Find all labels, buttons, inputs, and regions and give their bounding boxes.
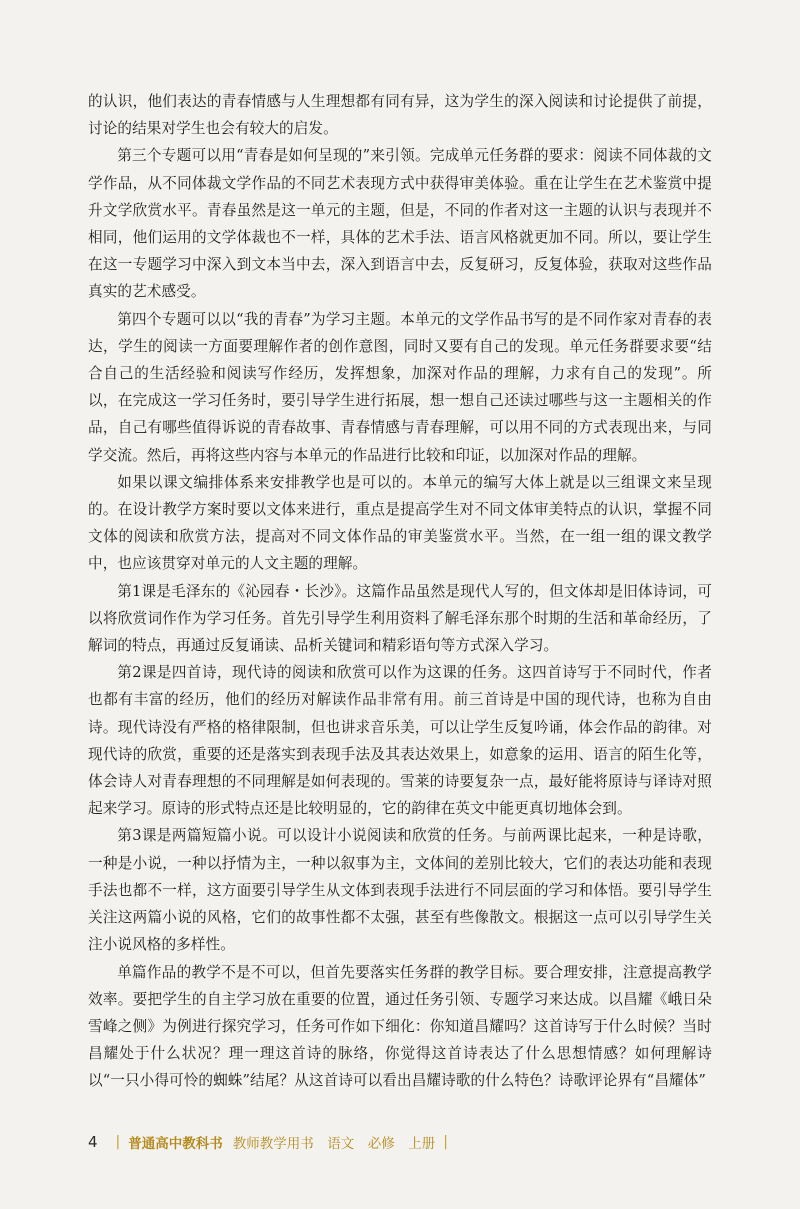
page-number: 4 (88, 1133, 98, 1151)
paragraph-1: 的认识，他们表达的青春情感与人生理想都有同有异，这为学生的深入阅读和讨论提供了前提，讨论的结果对学生也会有较大的启发。 (88, 93, 712, 138)
series-title: 普通高中教科书 (128, 1136, 223, 1152)
body-text (88, 88, 712, 1095)
paragraph-3: 第四个专题可以以“我的青春”为学习主题。本单元的文学作品书写的是不同作家对青春的表达，学生的阅读一方面要理解作者的创作意图，同时又要有自己的发现。单元任务群要求要“结合自己的生活经验和阅读写作经历，发挥想象，加深对作品的理解，力求有自己的发现”。所以，在完成这一学习任务时，要引导学生进行拓展，想一想自己还读过哪些与这一主题相关的作品，自己有哪些值得诉说的青春故事、青春情感与青春理解，可以用不同的方式表现出来，与同学交流。然后，再将这些内容与本单元的作品进行比较和印证，以加深对作品的理解。 (88, 310, 712, 464)
paragraph-5: 第1课是毛泽东的《沁园春・长沙》。这篇作品虽然是现代人写的，但文体却是旧体诗词，可以将欣赏词作作为学习任务。首先引导学生利用资料了解毛泽东那个时期的生活和革命经历，了解词的特点，再通过反复诵读、品析关键词和精彩语句等方式深入学习。 (88, 582, 712, 655)
paragraph-2: 第三个专题可以用“青春是如何呈现的”来引领。完成单元任务群的要求：阅读不同体裁的文学作品，从不同体裁文学作品的不同艺术表现方式中获得审美体验。重在让学生在艺术鉴赏中提升文学欣赏水平。青春虽然是这一单元的主题，但是，不同的作者对这一主题的认识与表现并不相同，他们运用的文学体裁也不一样，具体的艺术手法、语言风格就更加不同。所以，要让学生在这一专题学习中深入到文本当中去，深入到语言中去，反复研习，反复体验，获取对这些作品真实的艺术感受。 (88, 147, 712, 301)
footer-separator-left: | (115, 1134, 121, 1150)
paragraph-7: 第3课是两篇短篇小说。可以设计小说阅读和欣赏的任务。与前两课比起来，一种是诗歌，一种是小说，一种以抒情为主，一种以叙事为主，文体间的差别比较大，它们的表达功能和表现手法也都不一样，这方面要引导学生从文体到表现手法进行不同层面的学习和体悟。要引导学生关注这两篇小说的风格，它们的故事性都不太强，甚至有些像散文。根据这一点可以引导学生关注小说风格的多样性。 (88, 827, 712, 954)
paragraph-6: 第2课是四首诗，现代诗的阅读和欣赏可以作为这课的任务。这四首诗写于不同时代，作者也都有丰富的经历，他们的经历对解读作品非常有用。前三首诗是中国的现代诗，也称为自由诗。现代诗没有严格的格律限制，但也讲求音乐美，可以让学生反复吟诵，体会作品的韵律。对现代诗的欣赏，重要的还是落实到表现手法及其表达效果上，如意象的运用、语言的陌生化等，体会诗人对青春理想的不同理解是如何表现的。雪莱的诗要复杂一点，最好能将原诗与译诗对照起来学习。原诗的形式特点还是比较明显的，它的韵律在英文中能更真切地体会到。 (88, 664, 712, 818)
paragraph-4: 如果以课文编排体系来安排教学也是可以的。本单元的编写大体上就是以三组课文来呈现的。在设计教学方案时要以文体来进行，重点是提高学生对不同文体审美特点的认识，掌握不同文体的阅读和欣赏方法，提高对不同文体作品的审美鉴赏水平。当然，在一组一组的课文教学中，也应该贯穿对单元的人文主题的理解。 (88, 473, 712, 573)
footer-separator-right: | (443, 1134, 448, 1150)
book-title: 教师教学用书 语文 必修 上册 (232, 1136, 436, 1152)
paragraph-8: 单篇作品的教学不是不可以，但首先要落实任务群的教学目标。要合理安排，注意提高教学效率。要把学生的自主学习放在重要的位置，通过任务引领、专题学习来达成。以昌耀《峨日朵雪峰之侧》为例进行探究学习，任务可作如下细化：你知道昌耀吗？这首诗写于什么时候？当时昌耀处于什么状况？理一理这首诗的脉络，你觉得这首诗表达了什么思想情感？如何理解诗以“一只小得可怜的蜘蛛”结尾？从这首诗可以看出昌耀诗歌的什么特色？诗歌评论界有“昌耀体” (88, 963, 712, 1090)
page-footer (88, 1130, 456, 1154)
